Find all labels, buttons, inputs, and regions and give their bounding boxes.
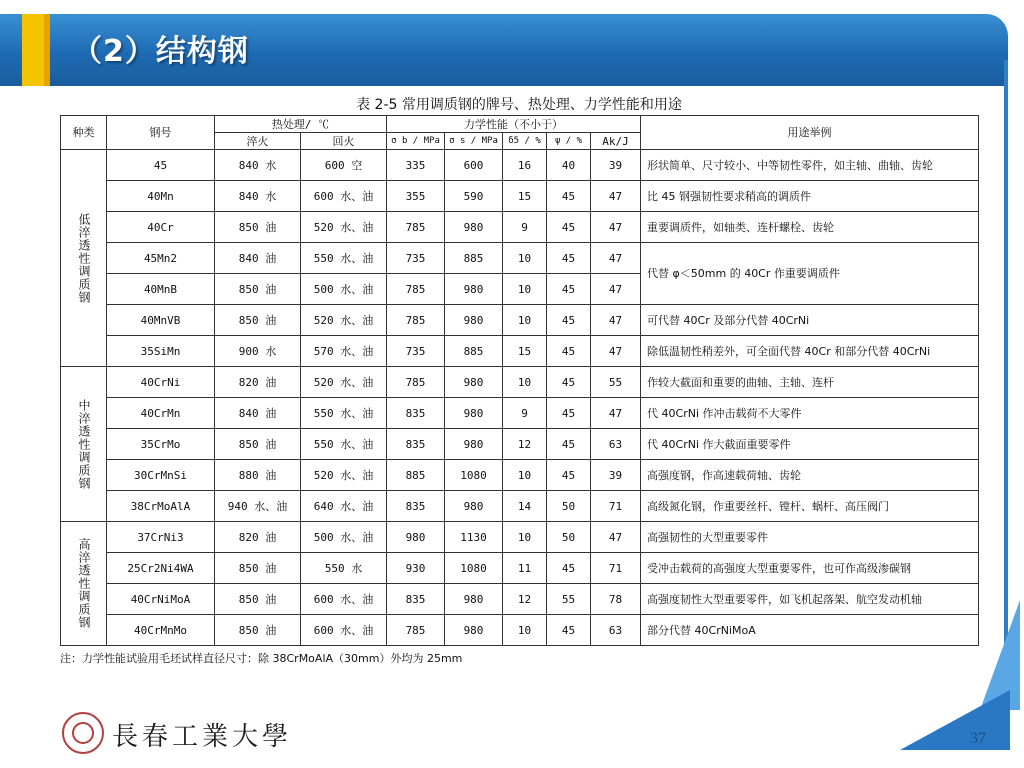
psi-cell: 50 bbox=[547, 522, 591, 553]
delta-cell: 11 bbox=[503, 553, 547, 584]
table-row bbox=[61, 367, 979, 398]
delta-cell: 12 bbox=[503, 584, 547, 615]
title-accent bbox=[22, 14, 44, 86]
quench-cell: 850 油 bbox=[215, 429, 301, 460]
ak-cell: 47 bbox=[591, 336, 641, 367]
steel-cell: 40Mn bbox=[107, 181, 215, 212]
header-steel: 钢号 bbox=[107, 116, 215, 150]
university-logo bbox=[62, 712, 104, 754]
use-cell: 高强韧性的大型重要零件 bbox=[641, 522, 979, 553]
table-row bbox=[61, 212, 979, 243]
steel-cell: 40CrMnMo bbox=[107, 615, 215, 646]
delta-cell: 10 bbox=[503, 305, 547, 336]
ss-cell: 885 bbox=[445, 336, 503, 367]
table-row bbox=[61, 522, 979, 553]
temper-cell: 550 水、油 bbox=[301, 243, 387, 274]
steel-cell: 38CrMoAlA bbox=[107, 491, 215, 522]
quench-cell: 940 水、油 bbox=[215, 491, 301, 522]
table-row bbox=[61, 150, 979, 181]
steel-cell: 40CrNiMoA bbox=[107, 584, 215, 615]
quench-cell: 850 油 bbox=[215, 305, 301, 336]
temper-cell: 570 水、油 bbox=[301, 336, 387, 367]
category-cell: 中淬透性调质钢 bbox=[61, 367, 107, 522]
use-cell: 可代替 40Cr 及部分代替 40CrNi bbox=[641, 305, 979, 336]
temper-cell: 520 水、油 bbox=[301, 367, 387, 398]
steel-cell: 40Cr bbox=[107, 212, 215, 243]
ss-cell: 980 bbox=[445, 367, 503, 398]
temper-cell: 500 水、油 bbox=[301, 274, 387, 305]
temper-cell: 520 水、油 bbox=[301, 305, 387, 336]
table-row bbox=[61, 429, 979, 460]
psi-cell: 55 bbox=[547, 584, 591, 615]
ss-cell: 1130 bbox=[445, 522, 503, 553]
quench-cell: 840 水 bbox=[215, 150, 301, 181]
steel-cell: 40CrMn bbox=[107, 398, 215, 429]
ss-cell: 1080 bbox=[445, 460, 503, 491]
temper-cell: 550 水、油 bbox=[301, 429, 387, 460]
ak-cell: 47 bbox=[591, 398, 641, 429]
psi-cell: 45 bbox=[547, 367, 591, 398]
header-mechanical: 力学性能（不小于） bbox=[387, 116, 641, 133]
ss-cell: 980 bbox=[445, 615, 503, 646]
sb-cell: 835 bbox=[387, 491, 445, 522]
psi-cell: 45 bbox=[547, 212, 591, 243]
corner-decoration-dark bbox=[900, 690, 1010, 750]
use-cell: 高强度钢，作高速载荷轴、齿轮 bbox=[641, 460, 979, 491]
sb-cell: 930 bbox=[387, 553, 445, 584]
ak-cell: 63 bbox=[591, 429, 641, 460]
sb-cell: 785 bbox=[387, 212, 445, 243]
psi-cell: 45 bbox=[547, 305, 591, 336]
sb-cell: 785 bbox=[387, 305, 445, 336]
delta-cell: 14 bbox=[503, 491, 547, 522]
ak-cell: 47 bbox=[591, 181, 641, 212]
ss-cell: 980 bbox=[445, 429, 503, 460]
sb-cell: 355 bbox=[387, 181, 445, 212]
header-use: 用途举例 bbox=[641, 116, 979, 150]
table-row bbox=[61, 398, 979, 429]
sb-cell: 335 bbox=[387, 150, 445, 181]
temper-cell: 600 水、油 bbox=[301, 615, 387, 646]
temper-cell: 520 水、油 bbox=[301, 460, 387, 491]
quench-cell: 850 油 bbox=[215, 615, 301, 646]
quench-cell: 850 油 bbox=[215, 584, 301, 615]
use-cell: 比 45 钢强韧性要求稍高的调质件 bbox=[641, 181, 979, 212]
temper-cell: 550 水、油 bbox=[301, 398, 387, 429]
temper-cell: 600 水、油 bbox=[301, 584, 387, 615]
delta-cell: 15 bbox=[503, 181, 547, 212]
temper-cell: 600 空 bbox=[301, 150, 387, 181]
temper-cell: 500 水、油 bbox=[301, 522, 387, 553]
psi-cell: 45 bbox=[547, 243, 591, 274]
quench-cell: 820 油 bbox=[215, 367, 301, 398]
slide-title: （2）结构钢 bbox=[72, 34, 249, 69]
quench-cell: 900 水 bbox=[215, 336, 301, 367]
ak-cell: 47 bbox=[591, 305, 641, 336]
delta-cell: 10 bbox=[503, 243, 547, 274]
temper-cell: 520 水、油 bbox=[301, 212, 387, 243]
table-note: 注：力学性能试验用毛坯试样直径尺寸：除 38CrMoAlA（30mm）外均为 25mm bbox=[60, 652, 463, 665]
ak-cell: 71 bbox=[591, 553, 641, 584]
delta-cell: 10 bbox=[503, 367, 547, 398]
ss-cell: 980 bbox=[445, 398, 503, 429]
page-number: 37 bbox=[970, 730, 986, 747]
use-cell: 除低温韧性稍差外，可全面代替 40Cr 和部分代替 40CrNi bbox=[641, 336, 979, 367]
sb-cell: 835 bbox=[387, 429, 445, 460]
use-cell: 代 40CrNi 作大截面重要零件 bbox=[641, 429, 979, 460]
steel-cell: 45 bbox=[107, 150, 215, 181]
ss-cell: 600 bbox=[445, 150, 503, 181]
steel-cell: 45Mn2 bbox=[107, 243, 215, 274]
psi-cell: 45 bbox=[547, 274, 591, 305]
table-caption: 表 2-5 常用调质钢的牌号、热处理、力学性能和用途 bbox=[356, 97, 682, 113]
ak-cell: 78 bbox=[591, 584, 641, 615]
psi-cell: 45 bbox=[547, 398, 591, 429]
ss-cell: 980 bbox=[445, 584, 503, 615]
header-ak: Ak/J bbox=[591, 133, 641, 150]
sb-cell: 735 bbox=[387, 243, 445, 274]
use-cell: 作较大截面和重要的曲轴、主轴、连杆 bbox=[641, 367, 979, 398]
use-cell: 形状简单、尺寸较小、中等韧性零件，如主轴、曲轴、齿轮 bbox=[641, 150, 979, 181]
quench-cell: 850 油 bbox=[215, 553, 301, 584]
steel-cell: 40MnB bbox=[107, 274, 215, 305]
table-row bbox=[61, 584, 979, 615]
quench-cell: 840 油 bbox=[215, 243, 301, 274]
ss-cell: 980 bbox=[445, 491, 503, 522]
psi-cell: 50 bbox=[547, 491, 591, 522]
sb-cell: 785 bbox=[387, 274, 445, 305]
delta-cell: 16 bbox=[503, 150, 547, 181]
use-cell: 高强度韧性大型重要零件，如飞机起落架、航空发动机轴 bbox=[641, 584, 979, 615]
table-row bbox=[61, 336, 979, 367]
temper-cell: 640 水、油 bbox=[301, 491, 387, 522]
psi-cell: 45 bbox=[547, 615, 591, 646]
ss-cell: 885 bbox=[445, 243, 503, 274]
sb-cell: 885 bbox=[387, 460, 445, 491]
header-ss: σ s / MPa bbox=[445, 133, 503, 150]
header-delta: δ5 / % bbox=[503, 133, 547, 150]
steel-cell: 40MnVB bbox=[107, 305, 215, 336]
delta-cell: 10 bbox=[503, 615, 547, 646]
psi-cell: 45 bbox=[547, 553, 591, 584]
steel-table-panel bbox=[60, 95, 978, 695]
steel-cell: 35SiMn bbox=[107, 336, 215, 367]
table-row bbox=[61, 460, 979, 491]
table-row bbox=[61, 491, 979, 522]
steel-cell: 40CrNi bbox=[107, 367, 215, 398]
delta-cell: 12 bbox=[503, 429, 547, 460]
psi-cell: 45 bbox=[547, 336, 591, 367]
sb-cell: 735 bbox=[387, 336, 445, 367]
temper-cell: 600 水、油 bbox=[301, 181, 387, 212]
header-sb: σ b / MPa bbox=[387, 133, 445, 150]
ak-cell: 39 bbox=[591, 460, 641, 491]
steel-cell: 30CrMnSi bbox=[107, 460, 215, 491]
sb-cell: 835 bbox=[387, 584, 445, 615]
sb-cell: 835 bbox=[387, 398, 445, 429]
steel-cell: 35CrMo bbox=[107, 429, 215, 460]
steel-cell: 25Cr2Ni4WA bbox=[107, 553, 215, 584]
ss-cell: 980 bbox=[445, 212, 503, 243]
ak-cell: 63 bbox=[591, 615, 641, 646]
sb-cell: 785 bbox=[387, 615, 445, 646]
header-psi: ψ / % bbox=[547, 133, 591, 150]
ak-cell: 47 bbox=[591, 243, 641, 274]
sb-cell: 785 bbox=[387, 367, 445, 398]
table-row bbox=[61, 305, 979, 336]
quench-cell: 850 油 bbox=[215, 212, 301, 243]
university-name: 長春工業大學 bbox=[112, 722, 293, 752]
ak-cell: 47 bbox=[591, 212, 641, 243]
delta-cell: 9 bbox=[503, 212, 547, 243]
category-cell: 高淬透性调质钢 bbox=[61, 522, 107, 646]
header-quench: 淬火 bbox=[215, 133, 301, 150]
table-row bbox=[61, 615, 979, 646]
table-row bbox=[61, 181, 979, 212]
ak-cell: 71 bbox=[591, 491, 641, 522]
ak-cell: 55 bbox=[591, 367, 641, 398]
ss-cell: 980 bbox=[445, 274, 503, 305]
table-row bbox=[61, 553, 979, 584]
quench-cell: 820 油 bbox=[215, 522, 301, 553]
psi-cell: 45 bbox=[547, 460, 591, 491]
psi-cell: 40 bbox=[547, 150, 591, 181]
category-cell: 低淬透性调质钢 bbox=[61, 150, 107, 367]
header-heat-treatment: 热处理/ ℃ bbox=[215, 116, 387, 133]
use-cell: 代替 φ＜50mm 的 40Cr 作重要调质件 bbox=[641, 243, 979, 305]
use-cell: 重要调质件，如轴类、连杆螺栓、齿轮 bbox=[641, 212, 979, 243]
title-accent-shadow bbox=[44, 14, 50, 86]
ss-cell: 1080 bbox=[445, 553, 503, 584]
ak-cell: 39 bbox=[591, 150, 641, 181]
use-cell: 高级氮化钢，作重要丝杆、镗杆、蜗杆、高压阀门 bbox=[641, 491, 979, 522]
delta-cell: 10 bbox=[503, 460, 547, 491]
quench-cell: 850 油 bbox=[215, 274, 301, 305]
use-cell: 部分代替 40CrNiMoA bbox=[641, 615, 979, 646]
delta-cell: 10 bbox=[503, 522, 547, 553]
use-cell: 受冲击载荷的高强度大型重要零件，也可作高级渗碳钢 bbox=[641, 553, 979, 584]
ss-cell: 590 bbox=[445, 181, 503, 212]
header-category: 种类 bbox=[61, 116, 107, 150]
quench-cell: 840 油 bbox=[215, 398, 301, 429]
table-row bbox=[61, 243, 979, 274]
ak-cell: 47 bbox=[591, 522, 641, 553]
header-temper: 回火 bbox=[301, 133, 387, 150]
steel-cell: 37CrNi3 bbox=[107, 522, 215, 553]
delta-cell: 9 bbox=[503, 398, 547, 429]
sb-cell: 980 bbox=[387, 522, 445, 553]
steel-table bbox=[60, 115, 979, 646]
quench-cell: 880 油 bbox=[215, 460, 301, 491]
quench-cell: 840 水 bbox=[215, 181, 301, 212]
temper-cell: 550 水 bbox=[301, 553, 387, 584]
side-decoration bbox=[1004, 60, 1008, 680]
psi-cell: 45 bbox=[547, 181, 591, 212]
psi-cell: 45 bbox=[547, 429, 591, 460]
delta-cell: 15 bbox=[503, 336, 547, 367]
ak-cell: 47 bbox=[591, 274, 641, 305]
ss-cell: 980 bbox=[445, 305, 503, 336]
use-cell: 代 40CrNi 作冲击载荷不大零件 bbox=[641, 398, 979, 429]
delta-cell: 10 bbox=[503, 274, 547, 305]
